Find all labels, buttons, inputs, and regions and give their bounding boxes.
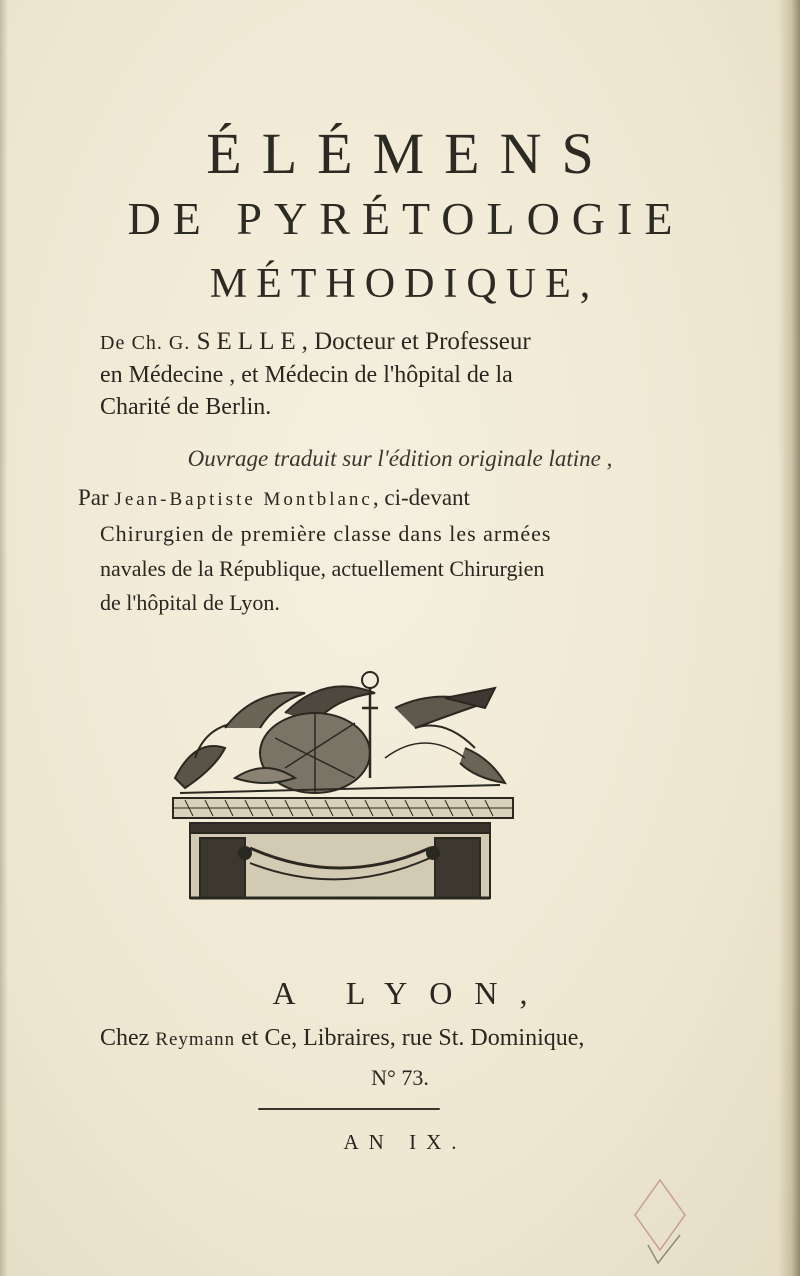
translator-prefix: Par: [78, 485, 109, 510]
translator-name: Jean-Baptiste Montblanc: [114, 489, 373, 510]
author-line-2: en Médecine , et Médecin de l'hôpital de la: [100, 362, 513, 388]
author-title: , Docteur et Professeur: [301, 328, 531, 355]
translation-note: Ouvrage traduit sur l'édition originale latine ,: [187, 446, 613, 471]
author-line-3: Charité de Berlin.: [100, 394, 272, 420]
translator-title: , ci-devant: [372, 485, 470, 510]
engraved-vignette: [165, 668, 520, 908]
translator-line-1: [78, 485, 800, 511]
publisher-address: et Ce, Libraires, rue St. Dominique,: [241, 1025, 585, 1051]
publisher-prefix: Chez: [100, 1025, 150, 1051]
title-line-3: MÉTHODIQUE,: [209, 261, 600, 307]
author-surname: SELLE: [196, 328, 302, 355]
title-line-1: ÉLÉMENS: [206, 121, 614, 186]
imprint-publisher: [100, 1025, 800, 1052]
translator-line-4: de l'hôpital de Lyon.: [100, 590, 280, 615]
author-line-1: [100, 328, 740, 356]
publisher-name: Reymann: [155, 1029, 236, 1050]
author-prefix: De: [100, 332, 126, 354]
publication-date: AN IX.: [343, 1130, 467, 1154]
imprint-number: N° 73.: [371, 1065, 429, 1090]
translator-line-2: Chirurgien de première classe dans les armées: [100, 521, 552, 546]
title-line-2: DE PYRÉTOLOGIE: [127, 193, 685, 244]
imprint-city: A LYON,: [272, 975, 550, 1011]
divider-rule: [258, 1108, 440, 1110]
library-stamp: [630, 1175, 690, 1265]
translator-line-3: navales de la République, actuellement Chirurgien: [100, 556, 545, 581]
author-initials: Ch. G.: [131, 332, 191, 354]
